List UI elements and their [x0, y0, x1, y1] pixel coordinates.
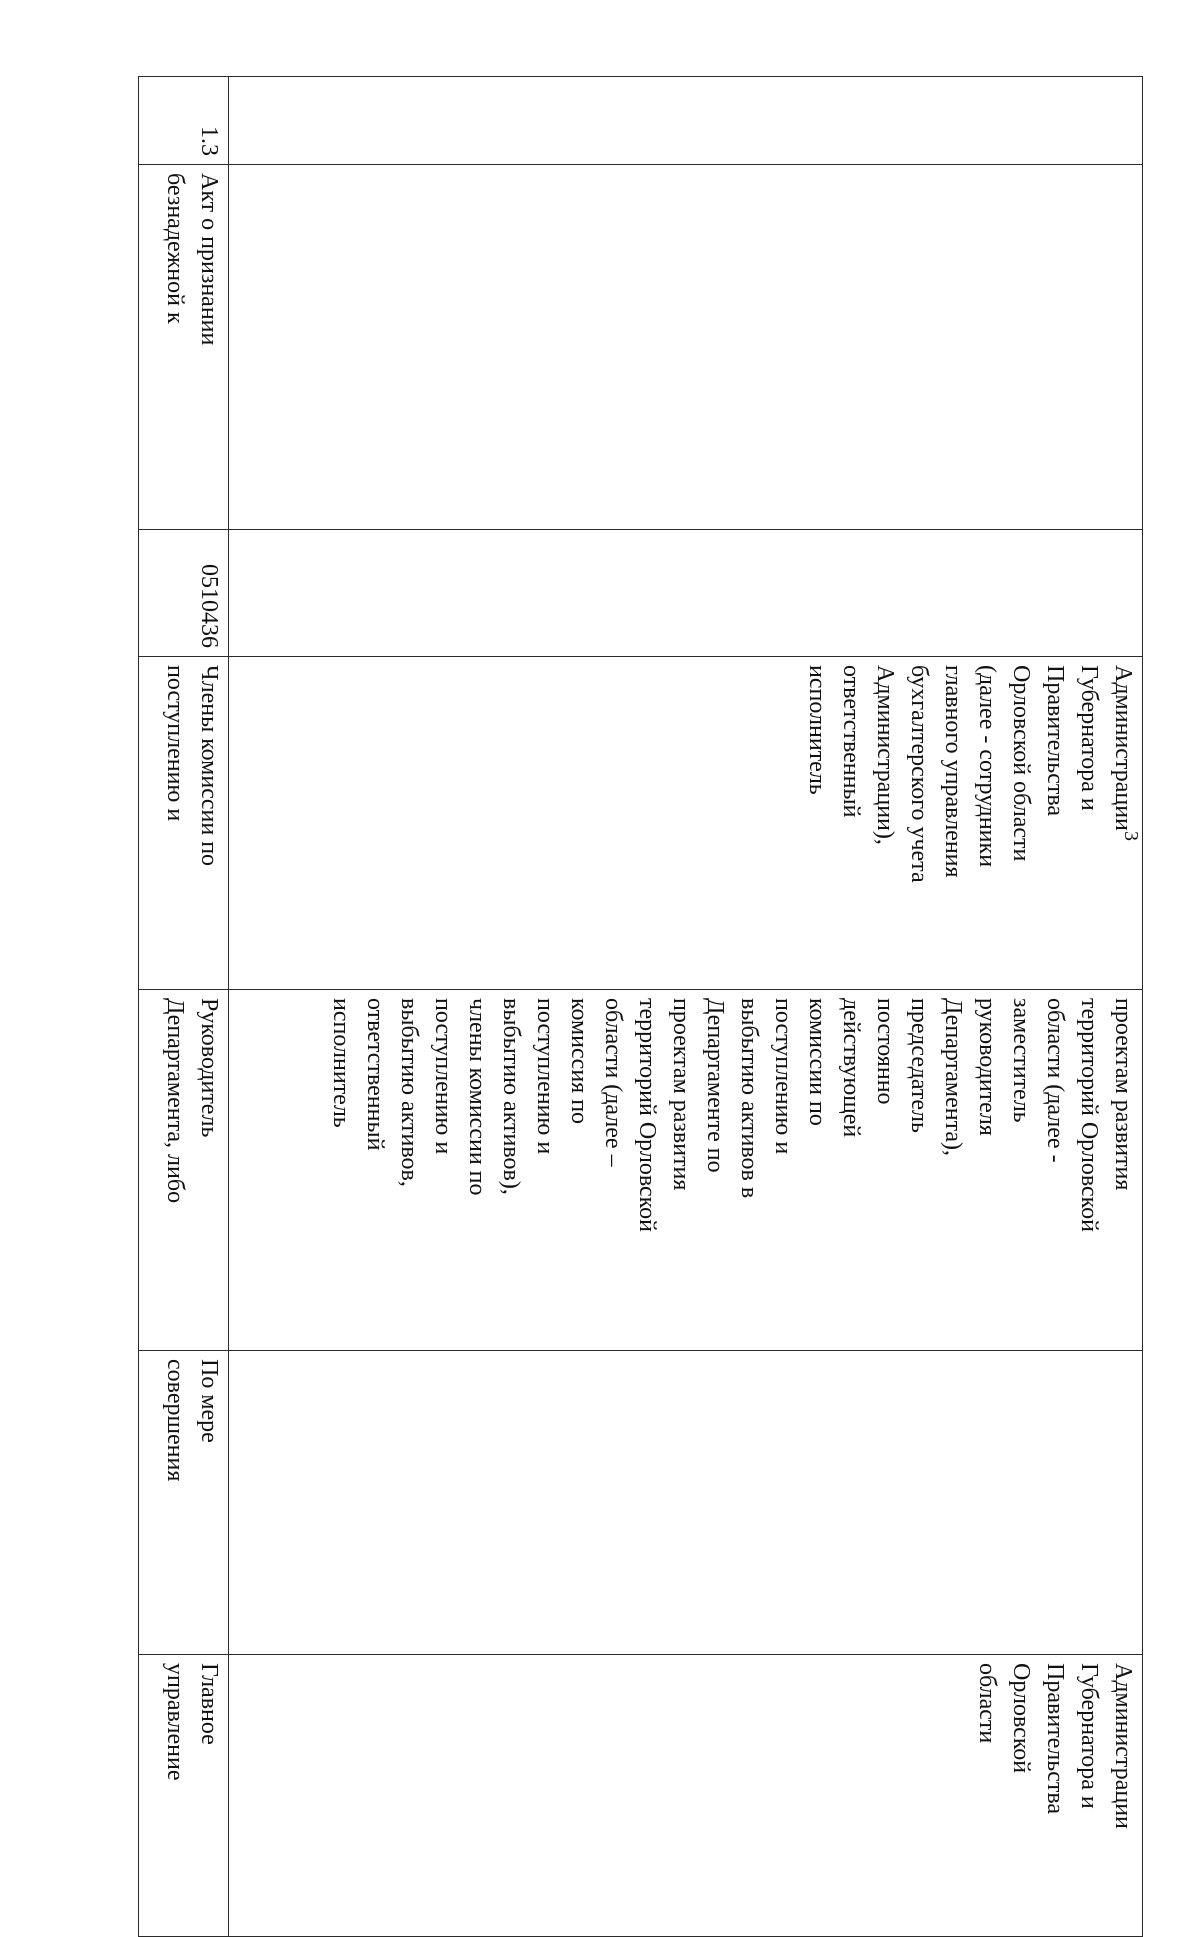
recipient: Главное управление	[139, 1655, 229, 1937]
page-number: 3	[1120, 831, 1142, 841]
cell-document-cont	[229, 165, 1143, 530]
document-name: Акт о признании безнадежной к	[139, 165, 229, 530]
cell-preparer-cont: Администрации Губернатора и Правительства Орловской области (далее - сотрудники главного управления бухгалтерского учета Администрации), ответственный исполнитель	[229, 657, 1143, 990]
cell-number-cont	[229, 77, 1143, 165]
cell-form-code-cont	[229, 530, 1143, 657]
table-row-1-3	[139, 77, 229, 1937]
cell-deadline-cont	[229, 1351, 1143, 1655]
approver: Руководитель Департамента, либо	[139, 990, 229, 1351]
deadline: По мере совершения	[139, 1351, 229, 1655]
form-code: 0510436	[139, 530, 229, 657]
row-number: 1.3	[139, 77, 229, 165]
cell-approver-cont: проектам развития территорий Орловской области (далее - заместитель руководителя Департамента), председатель постоянно действующей комиссии по поступлению и выбытию активов в Департаменте по проектам развития территорий Орловской области (далее – комиссия по поступлению и выбытию активов), члены комиссии по поступлению и выбытию активов, ответственный исполнитель	[229, 990, 1143, 1351]
cell-recipient-cont: Администрации Губернатора и Правительства Орловской области	[229, 1655, 1143, 1937]
table-row-continuation	[229, 77, 1143, 1937]
document-table	[138, 76, 1143, 1937]
rotated-table-wrapper	[139, 76, 1143, 1829]
preparer: Члены комиссии по поступлению и	[139, 657, 229, 990]
